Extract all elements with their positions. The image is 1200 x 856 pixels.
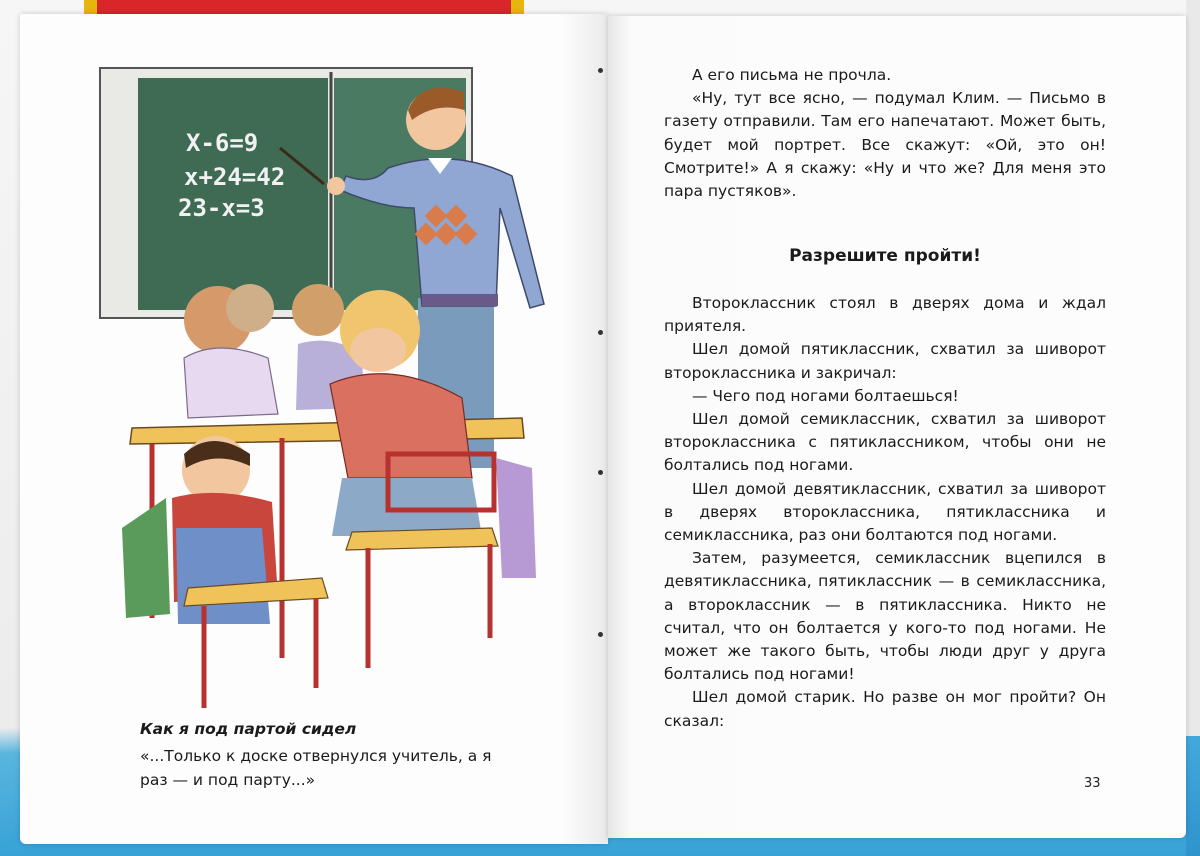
paragraph: «Ну, тут все ясно, — подумал Клим. — Письмо в газету отправили. Там его напечатают. Может быть, будет мой портрет. Все скажут: «Ой, это он! Смотрите!» А я скажу: «Ну и что же? Для меня это пара пустяков». — [664, 89, 1106, 201]
paragraph: — Чего под ногами болтаешься! — [692, 386, 959, 405]
paragraph: Шел домой девятиклассник, схватил за шиворот в дверях второклассника, пятиклассника и семиклассника, раз они болтаются под ногами. — [664, 479, 1106, 545]
paragraph: Шел домой пятиклассник, схватил за шиворот второклассника и закричал: — [664, 340, 1106, 382]
previous-story-ending — [664, 64, 1106, 203]
paragraph: Шел домой семиклассник, схватил за шиворот второклассника с пятиклассником, чтобы они не болтались под ногами. — [664, 410, 1106, 475]
illustration-caption-title: Как я под партой сидел — [140, 720, 357, 738]
paragraph: Шел домой старик. Но разве он мог пройти? Он сказал: — [664, 688, 1106, 730]
caption-line: «...Только к доске отвернулся учитель, а я — [140, 747, 492, 765]
paragraph: Затем, разумеется, семиклассник вцепился в девятиклассника, пятиклассник — в семиклассника, а второклассник — в пятиклассника. Никто не считал, что он болтается у кого-то под ногами. Не может же такого быть, чтобы люди друг у друга болтались под ногами! — [664, 549, 1106, 684]
illustration-caption-text — [140, 744, 560, 792]
story-heading: Разрешите пройти! — [789, 246, 981, 266]
classroom-illustration — [92, 58, 562, 718]
formula-2: x+24=42 — [184, 163, 286, 191]
caption-line: раз — и под парту...» — [140, 771, 316, 789]
paragraph: А его письма не прочла. — [692, 66, 892, 84]
formula-1: X-6=9 — [186, 129, 259, 157]
paragraph: Второклассник стоял в дверях дома и ждал приятеля. — [664, 294, 1106, 336]
page-number: 33 — [1084, 776, 1101, 791]
story-body — [664, 292, 1106, 733]
formula-3: 23-x=3 — [178, 194, 265, 222]
cover-edge — [1186, 0, 1200, 856]
